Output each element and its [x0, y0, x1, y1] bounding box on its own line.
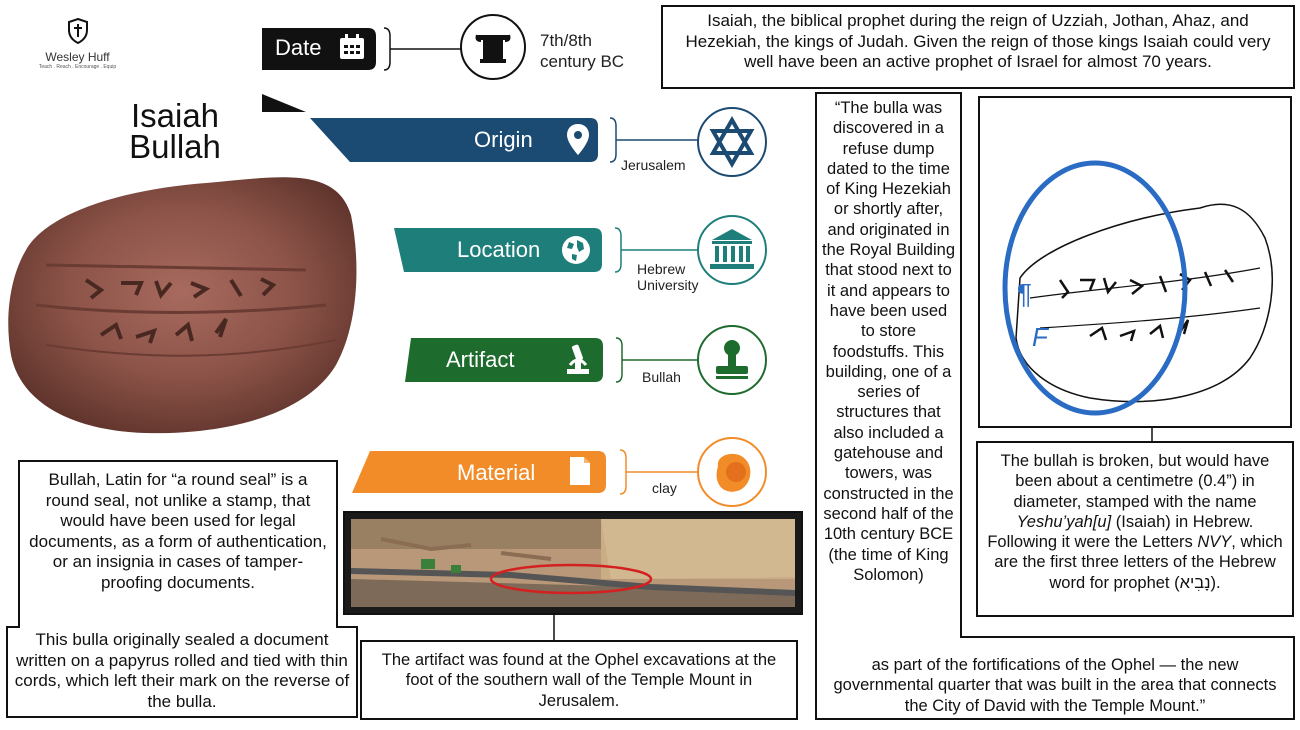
- drawing-connector: [1147, 428, 1157, 442]
- broken-text-d: ).: [1210, 573, 1221, 592]
- origin-value: Jerusalem: [621, 157, 686, 173]
- aerial-image: [351, 519, 795, 607]
- map-pin-icon: [565, 123, 591, 157]
- date-connector: [378, 26, 468, 72]
- location-value-line-2: University: [637, 277, 699, 293]
- museum-icon: [696, 214, 768, 286]
- bullah-definition-box: [18, 460, 338, 646]
- bulla-cords-box: [6, 626, 358, 718]
- broken-name-italic: Yeshu’yah[u]: [1016, 512, 1112, 531]
- column-capital-icon: [459, 13, 527, 81]
- bullah-broken-box: [976, 441, 1294, 617]
- quote-bottom-box: [815, 636, 1295, 720]
- clay-blob-icon: [696, 436, 768, 508]
- calendar-icon: [337, 32, 367, 62]
- left-box-seam: [20, 624, 336, 630]
- artifact-label: Artifact: [446, 347, 515, 372]
- globe-icon: [560, 234, 592, 266]
- location-value-line-1: Hebrew: [637, 261, 686, 277]
- material-label: Material: [457, 460, 536, 485]
- brand-tagline: Teach . Reach . Encourage . Equip: [38, 64, 117, 70]
- intro-text: Isaiah, the biblical prophet during the reign of Uzziah, Jothan, Ahaz, and Hezekiah, the kings of Judah. Given the reign of those kings Isaiah could very well have been an active prophet of Israel for almost 70 years.: [685, 11, 1271, 71]
- title-line-2: Bullah: [129, 128, 221, 165]
- bulla-cords-text: This bulla originally sealed a document written on a papyrus rolled and tied with thin cords, which left their mark on the reverse of the bulla.: [14, 630, 350, 711]
- origin-label: Origin: [474, 127, 533, 152]
- date-label: Date: [275, 35, 322, 60]
- svg-text:¶: ¶: [1016, 278, 1032, 309]
- quote-column-box: [815, 92, 962, 712]
- broken-hebrew-word: נָבִיא: [1179, 573, 1211, 592]
- artifact-value: Bullah: [642, 369, 681, 385]
- page-title: [110, 97, 240, 165]
- svg-text:F: F: [1032, 322, 1048, 352]
- origin-banner: [310, 116, 600, 164]
- location-label: Location: [457, 237, 541, 262]
- bulla-drawing-frame: [978, 96, 1292, 428]
- quote-bottom-text: as part of the fortifications of the Ophel — the new governmental quarter that was built in the area that connects the City of David with the Temple Mount.”: [833, 656, 1277, 715]
- title-line-1: Isaiah: [130, 97, 220, 134]
- broken-text-b: (Isaiah) in Hebrew. Following it were the Letters: [987, 512, 1254, 552]
- location-value: [637, 261, 698, 293]
- document-icon: [568, 456, 592, 486]
- quote-seam: [817, 636, 960, 644]
- microscope-icon: [564, 343, 592, 377]
- bulla-photo: [6, 155, 358, 440]
- broken-letters-italic: NVY: [1197, 533, 1232, 552]
- intro-text-box: [661, 5, 1295, 89]
- brand-logo: [30, 18, 125, 70]
- excavation-caption-box: [360, 640, 798, 720]
- ophel-aerial-photo: [343, 511, 803, 615]
- broken-text-a: The bullah is broken, but would have been about a centimetre (0.4”) in diameter, stamped with the name: [1000, 452, 1270, 511]
- material-value: clay: [652, 480, 677, 496]
- date-value-line-2: century BC: [540, 52, 625, 71]
- bullah-definition-text: Bullah, Latin for “a round seal” is a round seal, not unlike a stamp, that would have been used for legal documents, as a form of authentication, or an insignia in cases of tamper-proofing documents.: [29, 470, 327, 592]
- shield-cross-icon: [67, 18, 89, 44]
- brand-name: Wesley Huff: [45, 50, 110, 64]
- stamp-icon: [696, 324, 768, 396]
- quote-column-text: “The bulla was discovered in a refuse dump dated to the time of King Hezekiah or shortly after, and originated in the Royal Building that stood next to it and appears to have been used to store foodstuffs. This building, one of a series of structures that also included a gatehouse and towers, was constructed in the second half of the 10th century BCE (the time of King Solomon): [822, 99, 955, 584]
- broken-text-c: , which are the first three letters of the Hebrew word for prophet (: [994, 533, 1283, 592]
- excavation-caption: The artifact was found at the Ophel excavations at the foot of the southern wall of the Temple Mount in Jerusalem.: [381, 651, 777, 710]
- date-value-line-1: 7th/8th: [540, 31, 592, 50]
- bulla-line-drawing: [980, 98, 1290, 426]
- date-value: [540, 30, 624, 72]
- aerial-connector: [549, 615, 559, 641]
- star-of-david-icon: [696, 106, 768, 178]
